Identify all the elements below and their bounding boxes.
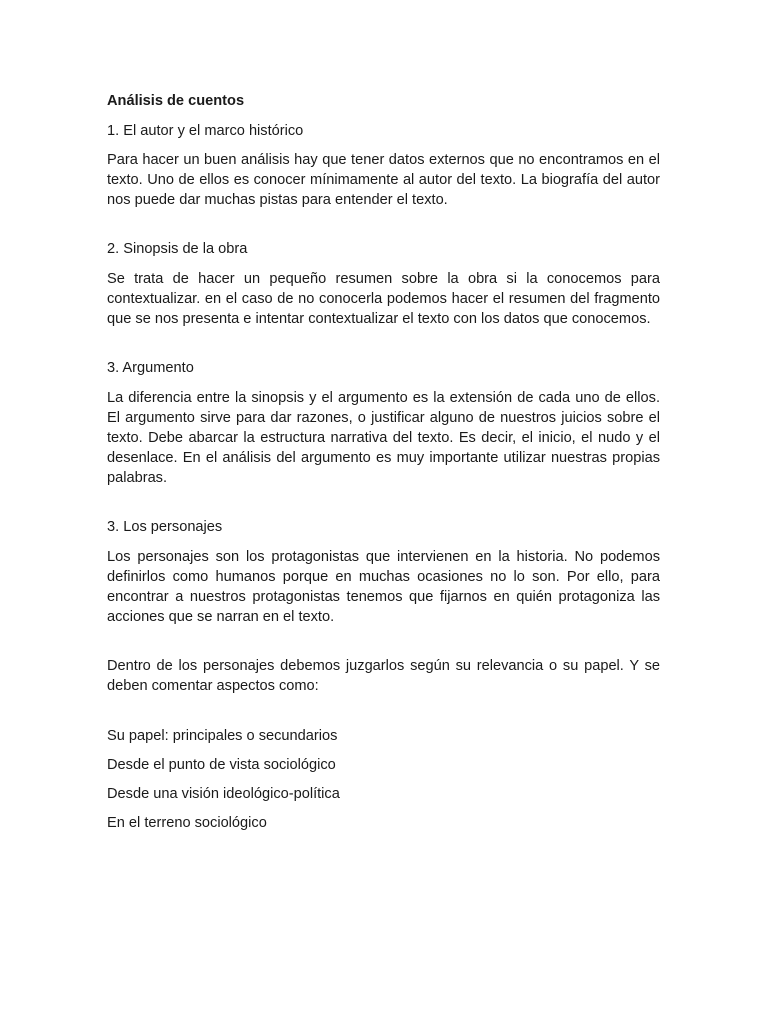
document-title: Análisis de cuentos — [107, 93, 245, 109]
list-item: Desde el punto de vista sociológico — [107, 757, 336, 773]
spacer — [107, 488, 660, 517]
list-item: En el terreno sociológico — [107, 815, 267, 831]
list-item: Su papel: principales o secundarios — [107, 728, 338, 744]
spacer — [107, 696, 660, 726]
section-heading-autor: 1. El autor y el marco histórico — [107, 123, 304, 139]
list-item: Desde una visión ideológico-política — [107, 786, 340, 802]
section-body-autor: Para hacer un buen análisis hay que tener datos externos que no encontramos en el texto. Uno de ellos es conocer mínimamente al autor del texto. La biografía del autor nos puede dar muchas pistas para entender el texto. — [107, 152, 660, 208]
section-heading-personajes: 3. Los personajes — [107, 519, 223, 535]
section-body-personajes: Los personajes son los protagonistas que intervienen en la historia. No podemos definirlos como humanos porque en muchas ocasiones no lo son. Por ello, para encontrar a nuestros protagonistas tenemos que fijarnos en quién protagoniza las acciones que se narran en el texto. — [107, 549, 660, 625]
section-heading-argumento: 3. Argumento — [107, 360, 194, 376]
extra-paragraph: Dentro de los personajes debemos juzgarlos según su relevancia o su papel. Y se deben comentar aspectos como: — [107, 658, 660, 694]
aspect-list — [107, 726, 660, 833]
spacer — [107, 329, 660, 358]
spacer — [107, 210, 660, 239]
document-page — [107, 88, 660, 842]
spacer — [107, 627, 660, 656]
section-body-argumento: La diferencia entre la sinopsis y el argumento es la extensión de cada uno de ellos. El argumento sirve para dar razones, o justificar alguno de nuestros juicios sobre el texto. Debe abarcar la estructura narrativa del texto. Es decir, el inicio, el nudo y el desenlace. En el análisis del argumento es muy importante utilizar nuestras propias palabras. — [107, 390, 660, 486]
section-body-sinopsis: Se trata de hacer un pequeño resumen sobre la obra si la conocemos para contextualizar. en el caso de no conocerla podemos hacer el resumen del fragmento que se nos presenta e intentar contextualizar el texto con los datos que conocemos. — [107, 271, 660, 327]
section-heading-sinopsis: 2. Sinopsis de la obra — [107, 241, 248, 257]
